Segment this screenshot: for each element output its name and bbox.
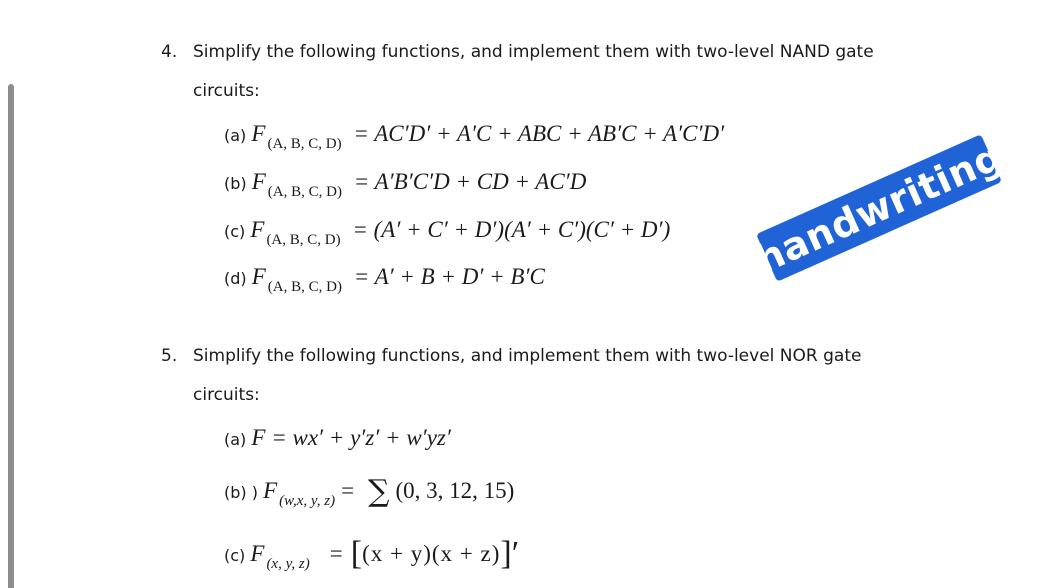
expression: = AC′D′ + A′C + ABC + AB′C + A′C′D′ (347, 121, 725, 146)
function-name: F (250, 217, 265, 242)
function-name: F (251, 425, 266, 450)
question-4-text-line2: circuits: (193, 81, 260, 101)
function-subscript: (A, B, C, D) (267, 279, 342, 295)
item-label: (d) (224, 269, 247, 288)
close-bracket-prime: ]′ (500, 535, 520, 572)
q4-item-a (224, 121, 725, 152)
expression: (x + y)(x + z) (362, 541, 501, 566)
function-subscript: (A, B, C, D) (266, 232, 341, 248)
q4-item-c (224, 217, 671, 248)
scrollbar[interactable] (8, 84, 14, 588)
item-label: (b) ) (224, 483, 258, 502)
function-subscript: (A, B, C, D) (267, 136, 342, 152)
item-label: (c) (224, 222, 246, 241)
question-4-text (161, 42, 874, 62)
q5-item-b (224, 474, 515, 509)
item-label: (a) (224, 430, 247, 449)
function-subscript: (A, B, C, D) (267, 184, 342, 200)
stamp-text: handwriting (749, 134, 1009, 282)
open-bracket: [ (350, 535, 363, 572)
item-label: (c) (224, 546, 246, 565)
minterm-list: (0, 3, 12, 15) (395, 478, 515, 503)
expression: = wx′ + y′z′ + w′yz′ (265, 425, 451, 450)
function-name: F (251, 169, 266, 194)
summation-icon: ∑ (368, 474, 390, 509)
q5-item-c (224, 534, 520, 572)
function-name: F (250, 541, 265, 566)
question-5-body: Simplify the following functions, and implement them with two-level NOR gate (193, 346, 862, 366)
expression: = (A′ + C′ + D′)(A′ + C′)(C′ + D′) (346, 217, 671, 242)
function-name: F (251, 264, 266, 289)
function-name: F (251, 121, 266, 146)
equals-sign: = (341, 478, 355, 503)
expression: = A′ + B + D′ + B′C (347, 264, 545, 289)
question-5-text (161, 346, 861, 366)
q5-item-a (224, 426, 451, 449)
q4-item-d (224, 264, 545, 295)
handwriting-stamp (749, 134, 1009, 282)
function-subscript: (w,x, y, z) (279, 493, 336, 509)
expression: = A′B′C′D + CD + AC′D (347, 169, 587, 194)
item-label: (a) (224, 126, 247, 145)
equals-sign: = (329, 541, 343, 566)
function-subscript: (x, y, z) (266, 556, 310, 572)
function-name: F (263, 478, 278, 503)
q4-item-b (224, 169, 587, 200)
question-4-number: 4. (161, 42, 178, 62)
question-4-body: Simplify the following functions, and implement them with two-level NAND gate (193, 42, 874, 62)
question-5-number: 5. (161, 346, 178, 366)
item-label: (b) (224, 174, 247, 193)
question-5-text-line2: circuits: (193, 385, 260, 405)
